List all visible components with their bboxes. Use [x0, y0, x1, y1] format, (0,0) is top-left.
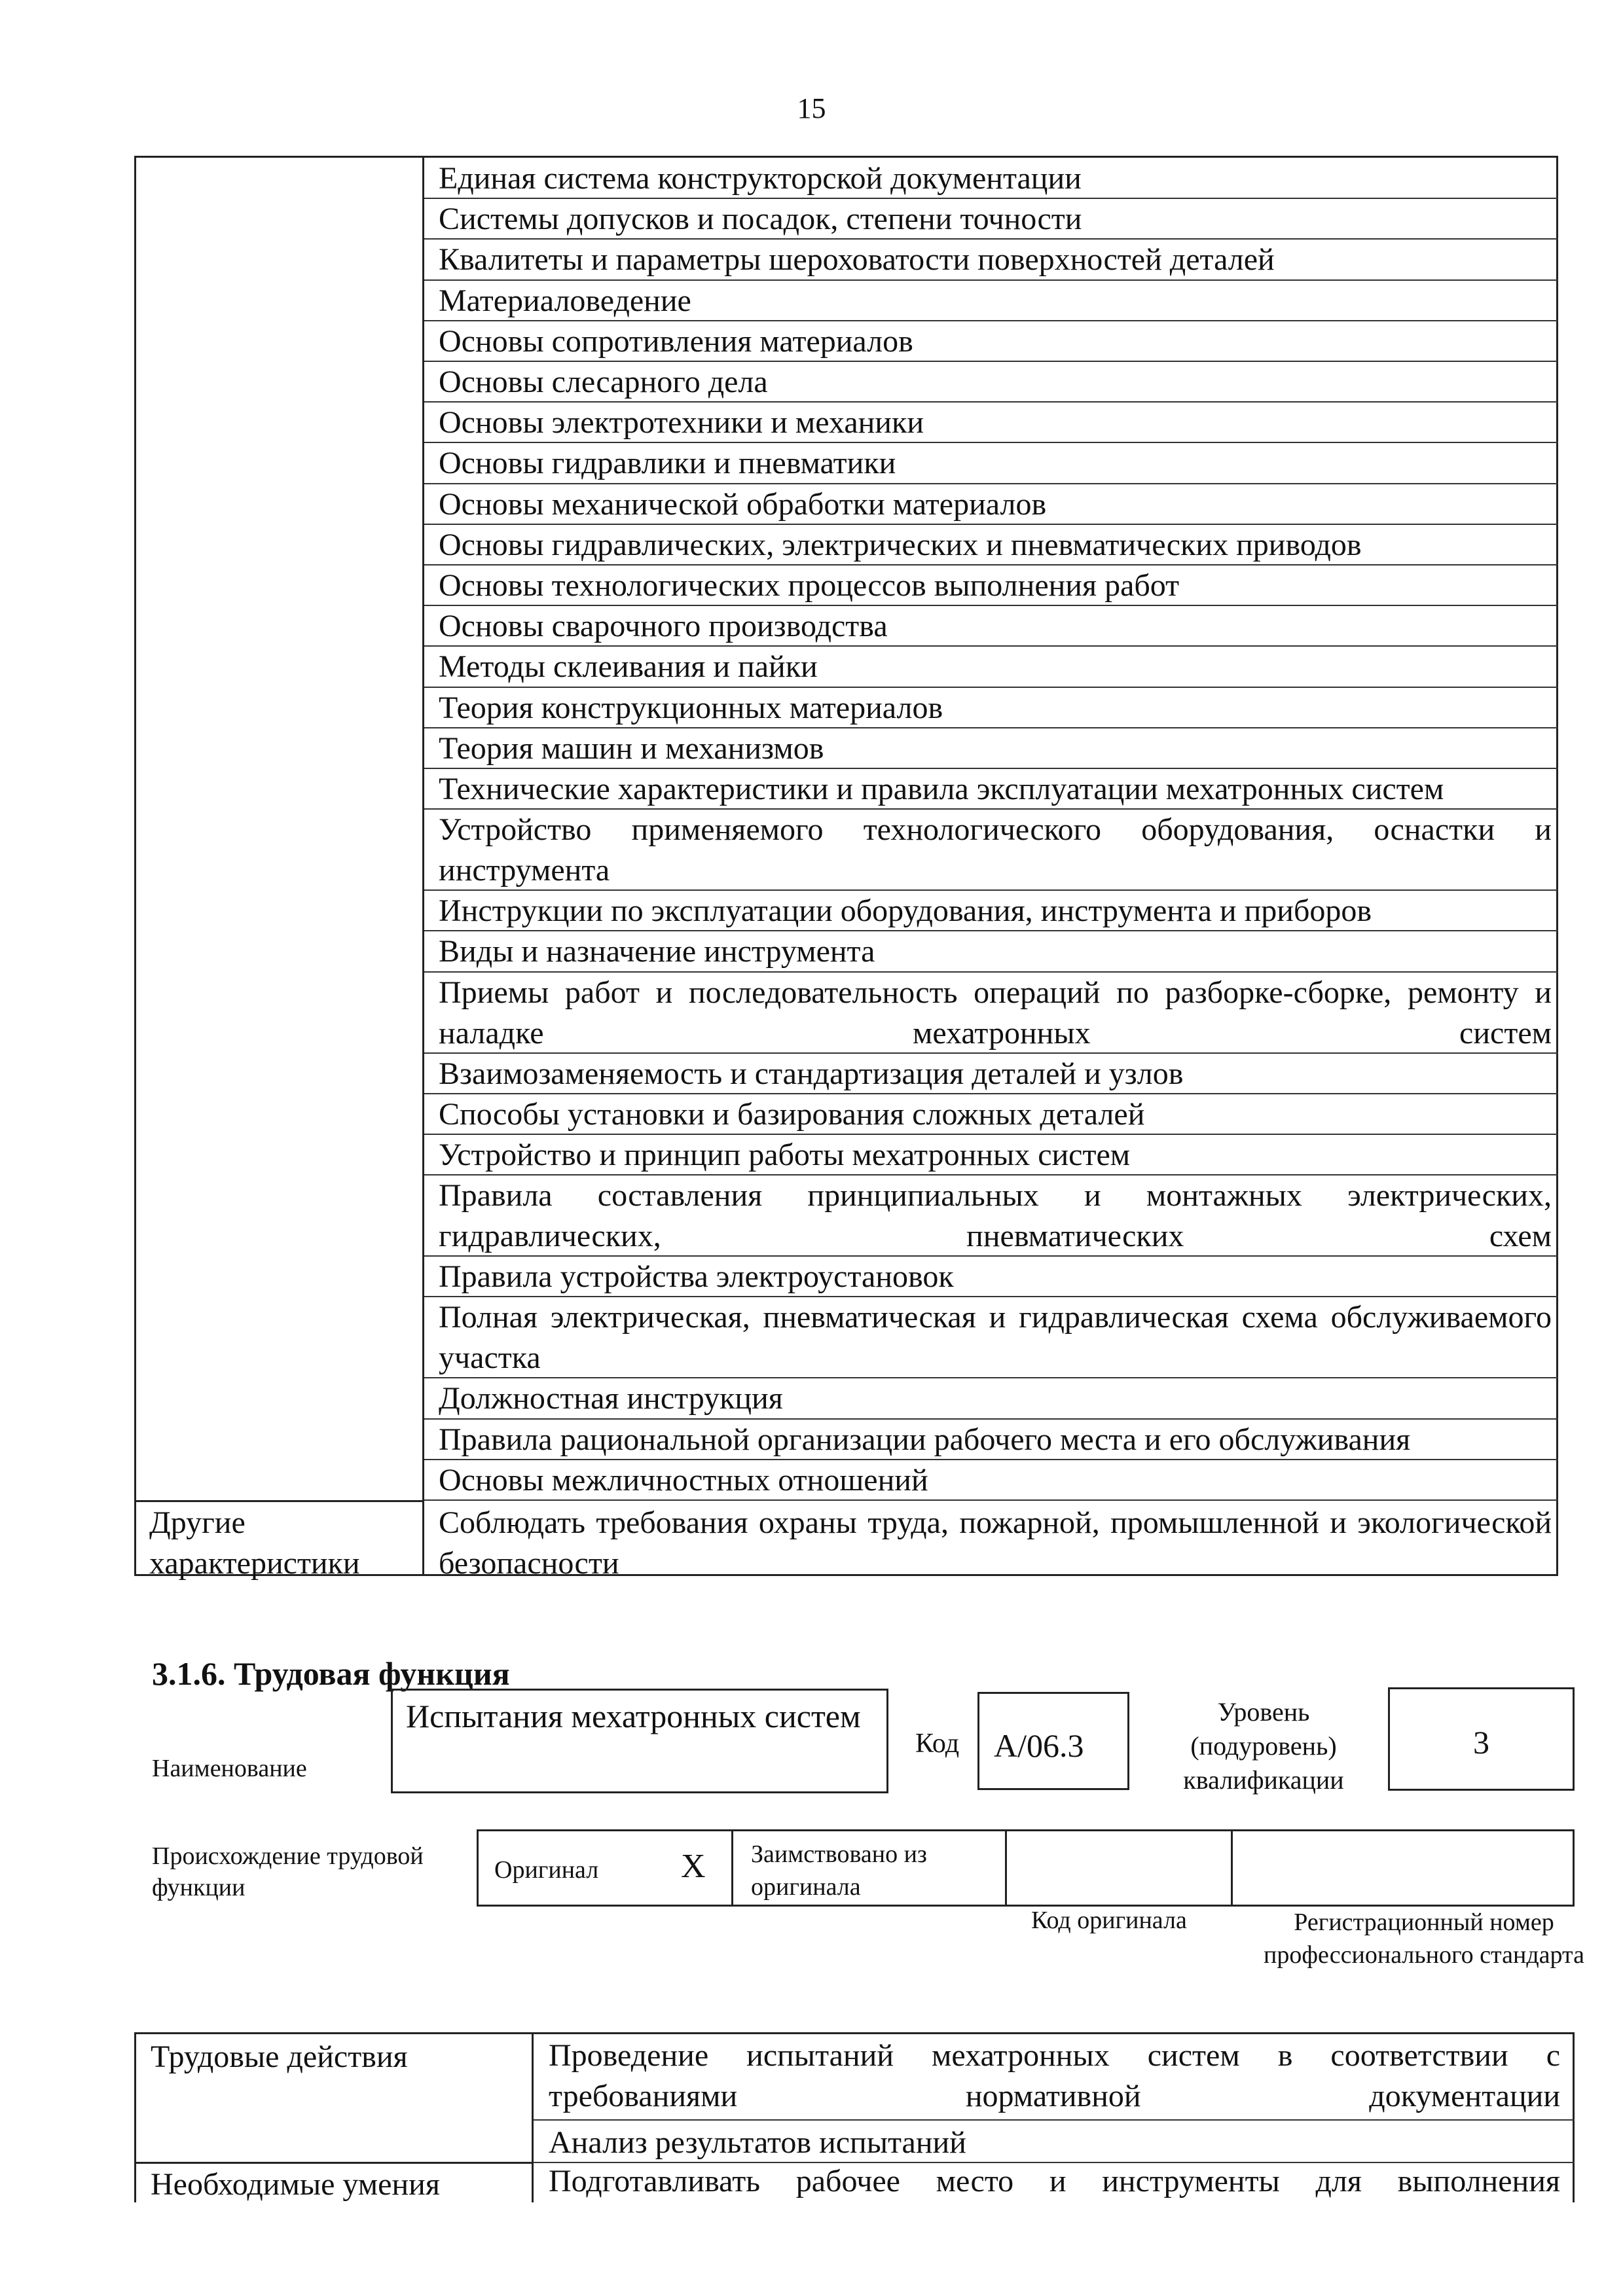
actions-table-divider: [532, 2032, 534, 2202]
knowledge-item: Инструкции по эксплуатации оборудования, инструмента и приборов: [439, 893, 1372, 929]
origin-divider: [1231, 1829, 1233, 1907]
other-characteristics-label: Другие характеристики: [149, 1505, 360, 1581]
qualification-level-label: Уровень (подуровень) квалификации: [1183, 1697, 1344, 1795]
action-item: Проведение испытаний мехатронных систем в соответствии с требованиями нормативной документации: [549, 2038, 1560, 2113]
name-label: Наименование: [152, 1755, 307, 1782]
row-line: [424, 1499, 1558, 1501]
knowledge-item: Основы гидравлики и пневматики: [439, 446, 896, 481]
knowledge-item: Технические характеристики и правила эксплуатации мехатронных систем: [439, 772, 1444, 806]
knowledge-item: Правила рациональной организации рабочего места и его обслуживания: [439, 1422, 1411, 1457]
knowledge-item: Виды и назначение инструмента: [439, 934, 875, 969]
table-column-divider: [422, 156, 424, 1576]
knowledge-item: Теория конструкционных материалов: [439, 690, 943, 725]
knowledge-item: Основы слесарного дела: [439, 365, 768, 399]
qualification-level-field: 3: [1388, 1687, 1575, 1791]
code-original-label: Код оригинала: [1031, 1907, 1187, 1934]
origin-divider: [1005, 1829, 1007, 1907]
actions-row-line: [534, 2119, 1575, 2121]
page-number: 15: [797, 92, 826, 124]
origin-divider: [731, 1829, 733, 1907]
name-field: Испытания мехатронных систем: [391, 1689, 888, 1793]
knowledge-item: Основы межличностных отношений: [439, 1462, 928, 1498]
knowledge-item: Методы склеивания и пайки: [439, 649, 818, 685]
knowledge-item: Приемы работ и последовательность операций по разборке-сборке, ремонту и наладке мехатронных систем: [439, 975, 1552, 1050]
origin-label: Происхождение трудовой функции: [152, 1842, 424, 1901]
knowledge-item: Основы гидравлических, электрических и пневматических приводов: [439, 527, 1362, 562]
actions-row-divider: [134, 2162, 534, 2164]
skill-item: Подготавливать рабочее место и инструменты для выполнения: [549, 2164, 1560, 2198]
origin-table: [477, 1829, 1575, 1907]
code-field: A/06.3: [977, 1692, 1129, 1790]
knowledge-item: Основы механической обработки материалов: [439, 486, 1047, 522]
registration-number-label: Регистрационный номер профессионального стандарта: [1264, 1909, 1584, 1969]
knowledge-item: Материаловедение: [439, 283, 691, 318]
origin-original-label: Оригинал: [494, 1856, 599, 1884]
knowledge-item: Правила устройства электроустановок: [439, 1259, 954, 1295]
knowledge-item: Основы электротехники и механики: [439, 405, 924, 440]
knowledge-item: Правила составления принципиальных и монтажных электрических, гидравлических, пневматических схем: [439, 1178, 1552, 1254]
knowledge-item: Устройство применяемого технологического оборудования, оснастки и инструмента: [439, 812, 1552, 888]
section-heading: 3.1.6. Трудовая функция: [152, 1655, 510, 1692]
knowledge-item: Способы установки и базирования сложных деталей: [439, 1096, 1145, 1132]
knowledge-item: Основы сопротивления материалов: [439, 323, 913, 359]
skills-label: Необходимые умения: [151, 2167, 440, 2202]
code-label: Код: [915, 1729, 960, 1759]
origin-original-mark: X: [681, 1848, 706, 1885]
knowledge-item: Полная электрическая, пневматическая и гидравлическая схема обслуживаемого участка: [439, 1300, 1552, 1376]
knowledge-item: Системы допусков и посадок, степени точности: [439, 202, 1082, 237]
knowledge-item: Должностная инструкция: [439, 1381, 783, 1416]
knowledge-item: Устройство и принцип работы мехатронных систем: [439, 1138, 1131, 1172]
knowledge-item: Основы технологических процессов выполнения работ: [439, 568, 1180, 603]
knowledge-item: Теория машин и механизмов: [439, 730, 824, 766]
action-item: Анализ результатов испытаний: [549, 2125, 966, 2160]
origin-borrowed-label: Заимствовано из оригинала: [751, 1840, 927, 1901]
knowledge-item: Единая система конструкторской документации: [439, 161, 1082, 196]
table-row-divider: [134, 1500, 424, 1502]
other-characteristics-text: Соблюдать требования охраны труда, пожарной, промышленной и экологической безопасности: [439, 1505, 1552, 1581]
knowledge-item: Основы сварочного производства: [439, 609, 888, 644]
knowledge-item: Взаимозаменяемость и стандартизация деталей и узлов: [439, 1056, 1184, 1091]
actions-label: Трудовые действия: [151, 2039, 408, 2074]
knowledge-item: Квалитеты и параметры шероховатости поверхностей деталей: [439, 242, 1275, 278]
